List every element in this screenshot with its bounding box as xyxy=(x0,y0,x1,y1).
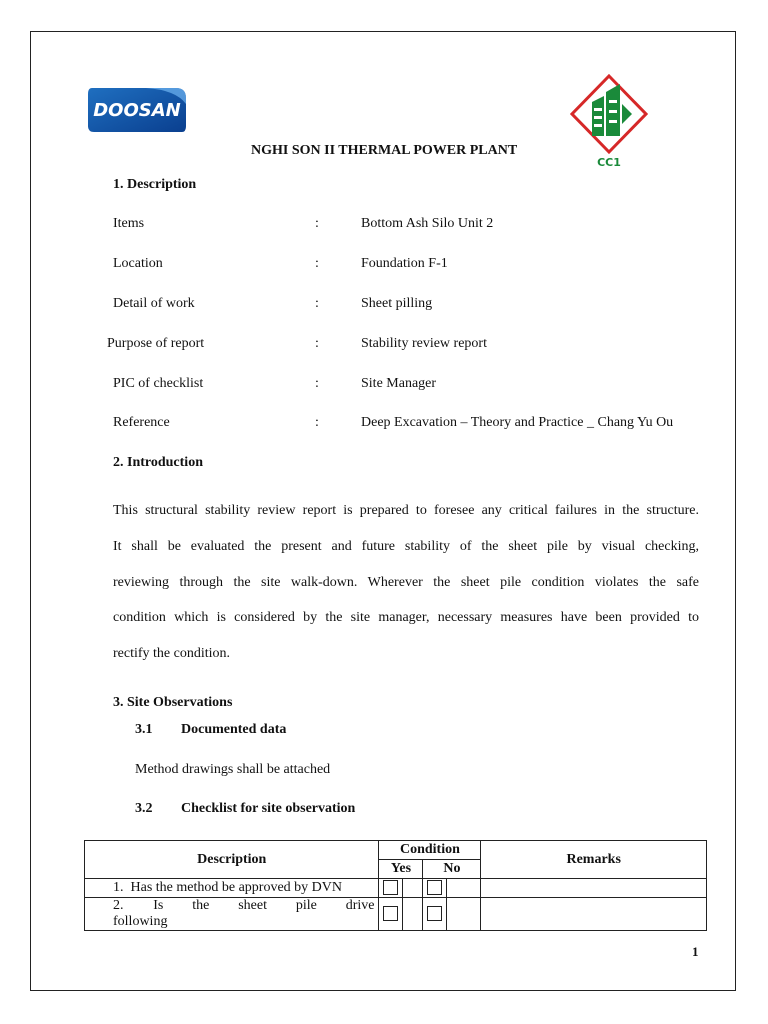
subsection-3-1-number: 3.1 xyxy=(135,722,153,737)
row-label: Reference xyxy=(113,415,170,430)
section-2-heading: 2. Introduction xyxy=(113,455,203,470)
row-label: Purpose of report xyxy=(107,336,205,351)
row-label: Detail of work xyxy=(113,296,195,311)
row-description xyxy=(85,898,379,931)
row-number: 2. xyxy=(113,898,124,913)
spacer-cell xyxy=(403,898,423,931)
col-header-condition: Condition xyxy=(379,841,481,860)
table-row xyxy=(85,879,707,898)
col-header-no: No xyxy=(423,860,481,879)
row-description xyxy=(85,879,379,898)
yes-checkbox[interactable] xyxy=(383,906,398,921)
row-text: Has the method be approved by DVN xyxy=(130,880,343,895)
col-header-description: Description xyxy=(85,841,379,879)
no-cell xyxy=(423,879,447,898)
spacer-cell xyxy=(447,879,481,898)
row-value: Stability review report xyxy=(361,336,487,351)
intro-line: reviewing through the site walk-down. Wherever the sheet pile condition violates the safe xyxy=(113,575,699,590)
row-label: PIC of checklist xyxy=(113,376,204,391)
spacer-cell xyxy=(447,898,481,931)
row-value: Bottom Ash Silo Unit 2 xyxy=(361,216,494,231)
doosan-logo-text: DOOSAN xyxy=(93,100,181,121)
row-separator: : xyxy=(315,296,319,311)
row-separator: : xyxy=(315,216,319,231)
remarks-cell[interactable] xyxy=(481,898,707,931)
row-label: Location xyxy=(113,256,163,271)
cc1-logo-text: CC1 xyxy=(597,156,621,168)
row-value: Site Manager xyxy=(361,376,437,391)
row-number: 1. xyxy=(113,880,124,895)
subsection-3-2-title: Checklist for site observation xyxy=(181,801,356,816)
row-text: Is the sheet pile drive following xyxy=(113,898,375,929)
spacer-cell xyxy=(403,879,423,898)
checklist-table xyxy=(84,840,707,931)
subsection-3-1-title: Documented data xyxy=(181,722,287,737)
intro-line: This structural stability review report is prepared to foresee any critical failures in the structure. xyxy=(113,503,699,518)
no-cell xyxy=(423,898,447,931)
doosan-logo xyxy=(86,86,188,134)
document-title: NGHI SON II THERMAL POWER PLANT xyxy=(251,143,518,158)
yes-cell xyxy=(379,879,403,898)
row-value: Foundation F-1 xyxy=(361,256,448,271)
yes-cell xyxy=(379,898,403,931)
cc1-logo xyxy=(570,74,648,168)
intro-line: It shall be evaluated the present and future stability of the sheet pile by visual checking, xyxy=(113,539,699,554)
documented-data-text: Method drawings shall be attached xyxy=(135,762,331,777)
no-checkbox[interactable] xyxy=(427,906,442,921)
section-1-heading: 1. Description xyxy=(113,177,197,192)
row-separator: : xyxy=(315,256,319,271)
yes-checkbox[interactable] xyxy=(383,880,398,895)
row-separator: : xyxy=(315,336,319,351)
no-checkbox[interactable] xyxy=(427,880,442,895)
row-value: Sheet pilling xyxy=(361,296,433,311)
intro-line: rectify the condition. xyxy=(113,646,231,661)
col-header-remarks: Remarks xyxy=(481,841,707,879)
row-separator: : xyxy=(315,376,319,391)
remarks-cell[interactable] xyxy=(481,879,707,898)
subsection-3-2-number: 3.2 xyxy=(135,801,153,816)
row-value: Deep Excavation – Theory and Practice _ Chang Yu Ou xyxy=(361,415,674,430)
col-header-yes: Yes xyxy=(379,860,423,879)
row-label: Items xyxy=(113,216,145,231)
table-row xyxy=(85,898,707,931)
page-number: 1 xyxy=(692,944,699,959)
intro-line: condition which is considered by the site manager, necessary measures have been provided to xyxy=(113,610,699,625)
row-separator: : xyxy=(315,415,319,430)
section-3-heading: 3. Site Observations xyxy=(113,695,233,710)
